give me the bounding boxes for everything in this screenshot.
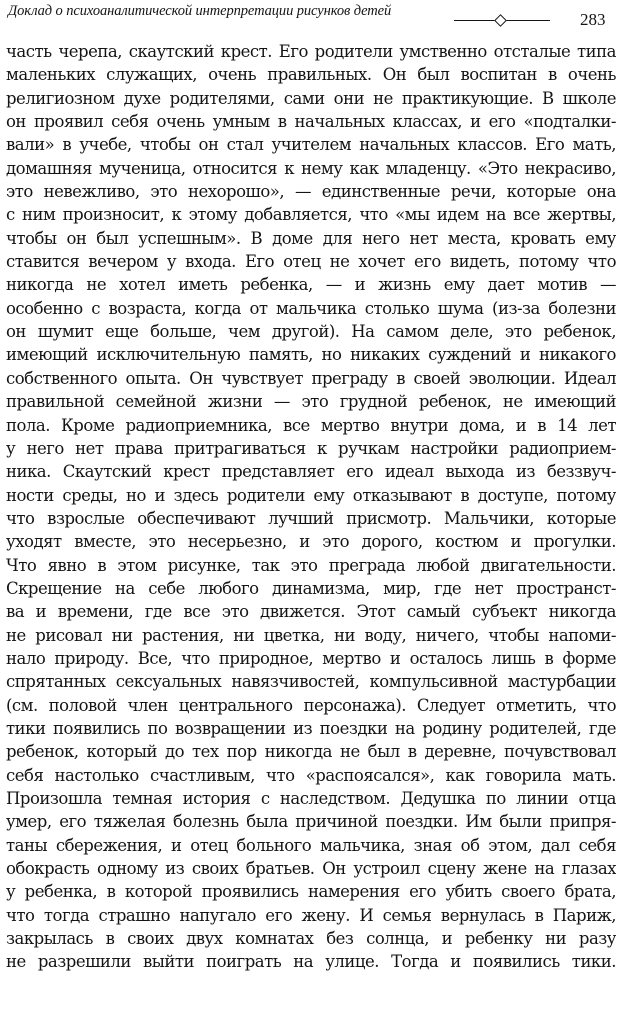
text-line: Произошла темная история с наследством. Дедушка по линии отца xyxy=(6,789,616,808)
text-line: домашняя мученица, относится к нему как младенцу. «Это некрасиво, xyxy=(6,158,616,178)
text-line: (см. половой член центрального персонажа). Следует отметить, что xyxy=(6,695,616,715)
text-line: ности среды, но и здесь родители ему отказывают в доступе, потому xyxy=(6,485,616,505)
text-line: никогда не хотел иметь ребенка, — и жизнь ему дает мотив — xyxy=(6,275,616,295)
text-line: правильной семейной жизни — это грудной ребенок, не имеющий xyxy=(6,392,616,412)
text-line: обокрасть одному из своих братьев. Он устроил сцену жене на глазах xyxy=(6,859,616,879)
text-line: собственного опыта. Он чувствует преграду в своей эволюции. Идеал xyxy=(6,368,616,388)
text-line: что взрослые обеспечивают лучший присмотр. Мальчики, которые xyxy=(6,508,616,528)
text-line: маленьких служащих, очень правильных. Он был воспитан в очень xyxy=(6,65,616,85)
text-line: ника. Скаутский крест представляет его идеал выхода из беззвуч- xyxy=(6,462,616,482)
text-line: не разрешили выйти поиграть на улице. Тогда и появились тики. xyxy=(6,952,616,972)
text-line: особенно с возраста, когда от мальчика столько шума (из-за болезни xyxy=(6,298,616,318)
text-line: часть черепа, скаутский крест. Его родители умственно отсталые типа xyxy=(6,42,616,61)
text-line: умер, его тяжелая болезнь была причиной поездки. Им были припря- xyxy=(6,812,616,832)
text-line: вали» в учебе, чтобы он стал учителем начальных классов. Его мать, xyxy=(6,135,616,155)
text-line: тики появились по возвращении из поездки на родину родителей, где xyxy=(6,718,616,738)
text-line: ребенок, который до тех пор никогда не был в деревне, почувствовал xyxy=(6,742,616,762)
text-line: себя настолько счастливым, что «распоясался», как говорила мать. xyxy=(6,765,616,785)
text-line: он проявил себя очень умным в начальных классах, и его «подталки- xyxy=(6,112,616,132)
body-text xyxy=(6,40,616,974)
running-title: Доклад о психоаналитической интерпретации рисунков детей xyxy=(8,3,392,19)
text-line: таны сбережения, и отец больного мальчика, зная об этом, дал себя xyxy=(6,835,616,855)
page-header xyxy=(6,0,616,34)
text-line: нало природу. Все, что природное, мертво и осталось лишь в форме xyxy=(6,648,616,668)
text-line: чтобы он был успешным». В доме для него нет места, кровать ему xyxy=(6,228,616,248)
text-line: Что явно в этом рисунке, так это преграда любой двигательности. xyxy=(6,555,616,575)
text-line: у ребенка, в которой проявились намерения его убить своего брата, xyxy=(6,882,616,902)
text-line: он шумит еще больше, чем другой). На самом деле, это ребенок, xyxy=(6,322,616,342)
text-line: пола. Кроме радиоприемника, все мертво внутри дома, и в 14 лет xyxy=(6,415,616,435)
text-line: спрятанных сексуальных навязчивостей, компульсивной мастурбации xyxy=(6,672,616,692)
text-line: ва и времени, где все это движется. Этот самый субъект никогда xyxy=(6,602,616,622)
text-line: ставится вечером у входа. Его отец не хочет его видеть, потому что xyxy=(6,252,616,272)
text-line: с ним произносит, к этому добавляется, что «мы идем на все жертвы, xyxy=(6,205,616,225)
diamond-ornament-icon xyxy=(494,14,507,27)
text-line: у него нет права притрагиваться к ручкам настройки радиоприем- xyxy=(6,438,616,458)
text-line: это невежливо, это нехорошо», — единственные речи, которые она xyxy=(6,182,616,202)
text-line: религиозном духе родителями, сами они не практикующие. В школе xyxy=(6,88,616,108)
text-line: имеющий исключительную память, но никаких суждений и никакого xyxy=(6,345,616,365)
text-line: Скрещение на себе любого динамизма, мир, где нет пространст- xyxy=(6,578,616,598)
text-line: не рисовал ни растения, ни цветка, ни воду, ничего, чтобы напоми- xyxy=(6,625,616,645)
text-line: закрылась в своих двух комнатах без солнца, и ребенку ни разу xyxy=(6,929,616,949)
text-line: уходят вместе, это несерьезно, и это дорого, костюм и прогулки. xyxy=(6,532,616,552)
text-line: что тогда страшно напугало его жену. И семья вернулась в Париж, xyxy=(6,905,616,925)
page-number: 283 xyxy=(580,10,606,29)
